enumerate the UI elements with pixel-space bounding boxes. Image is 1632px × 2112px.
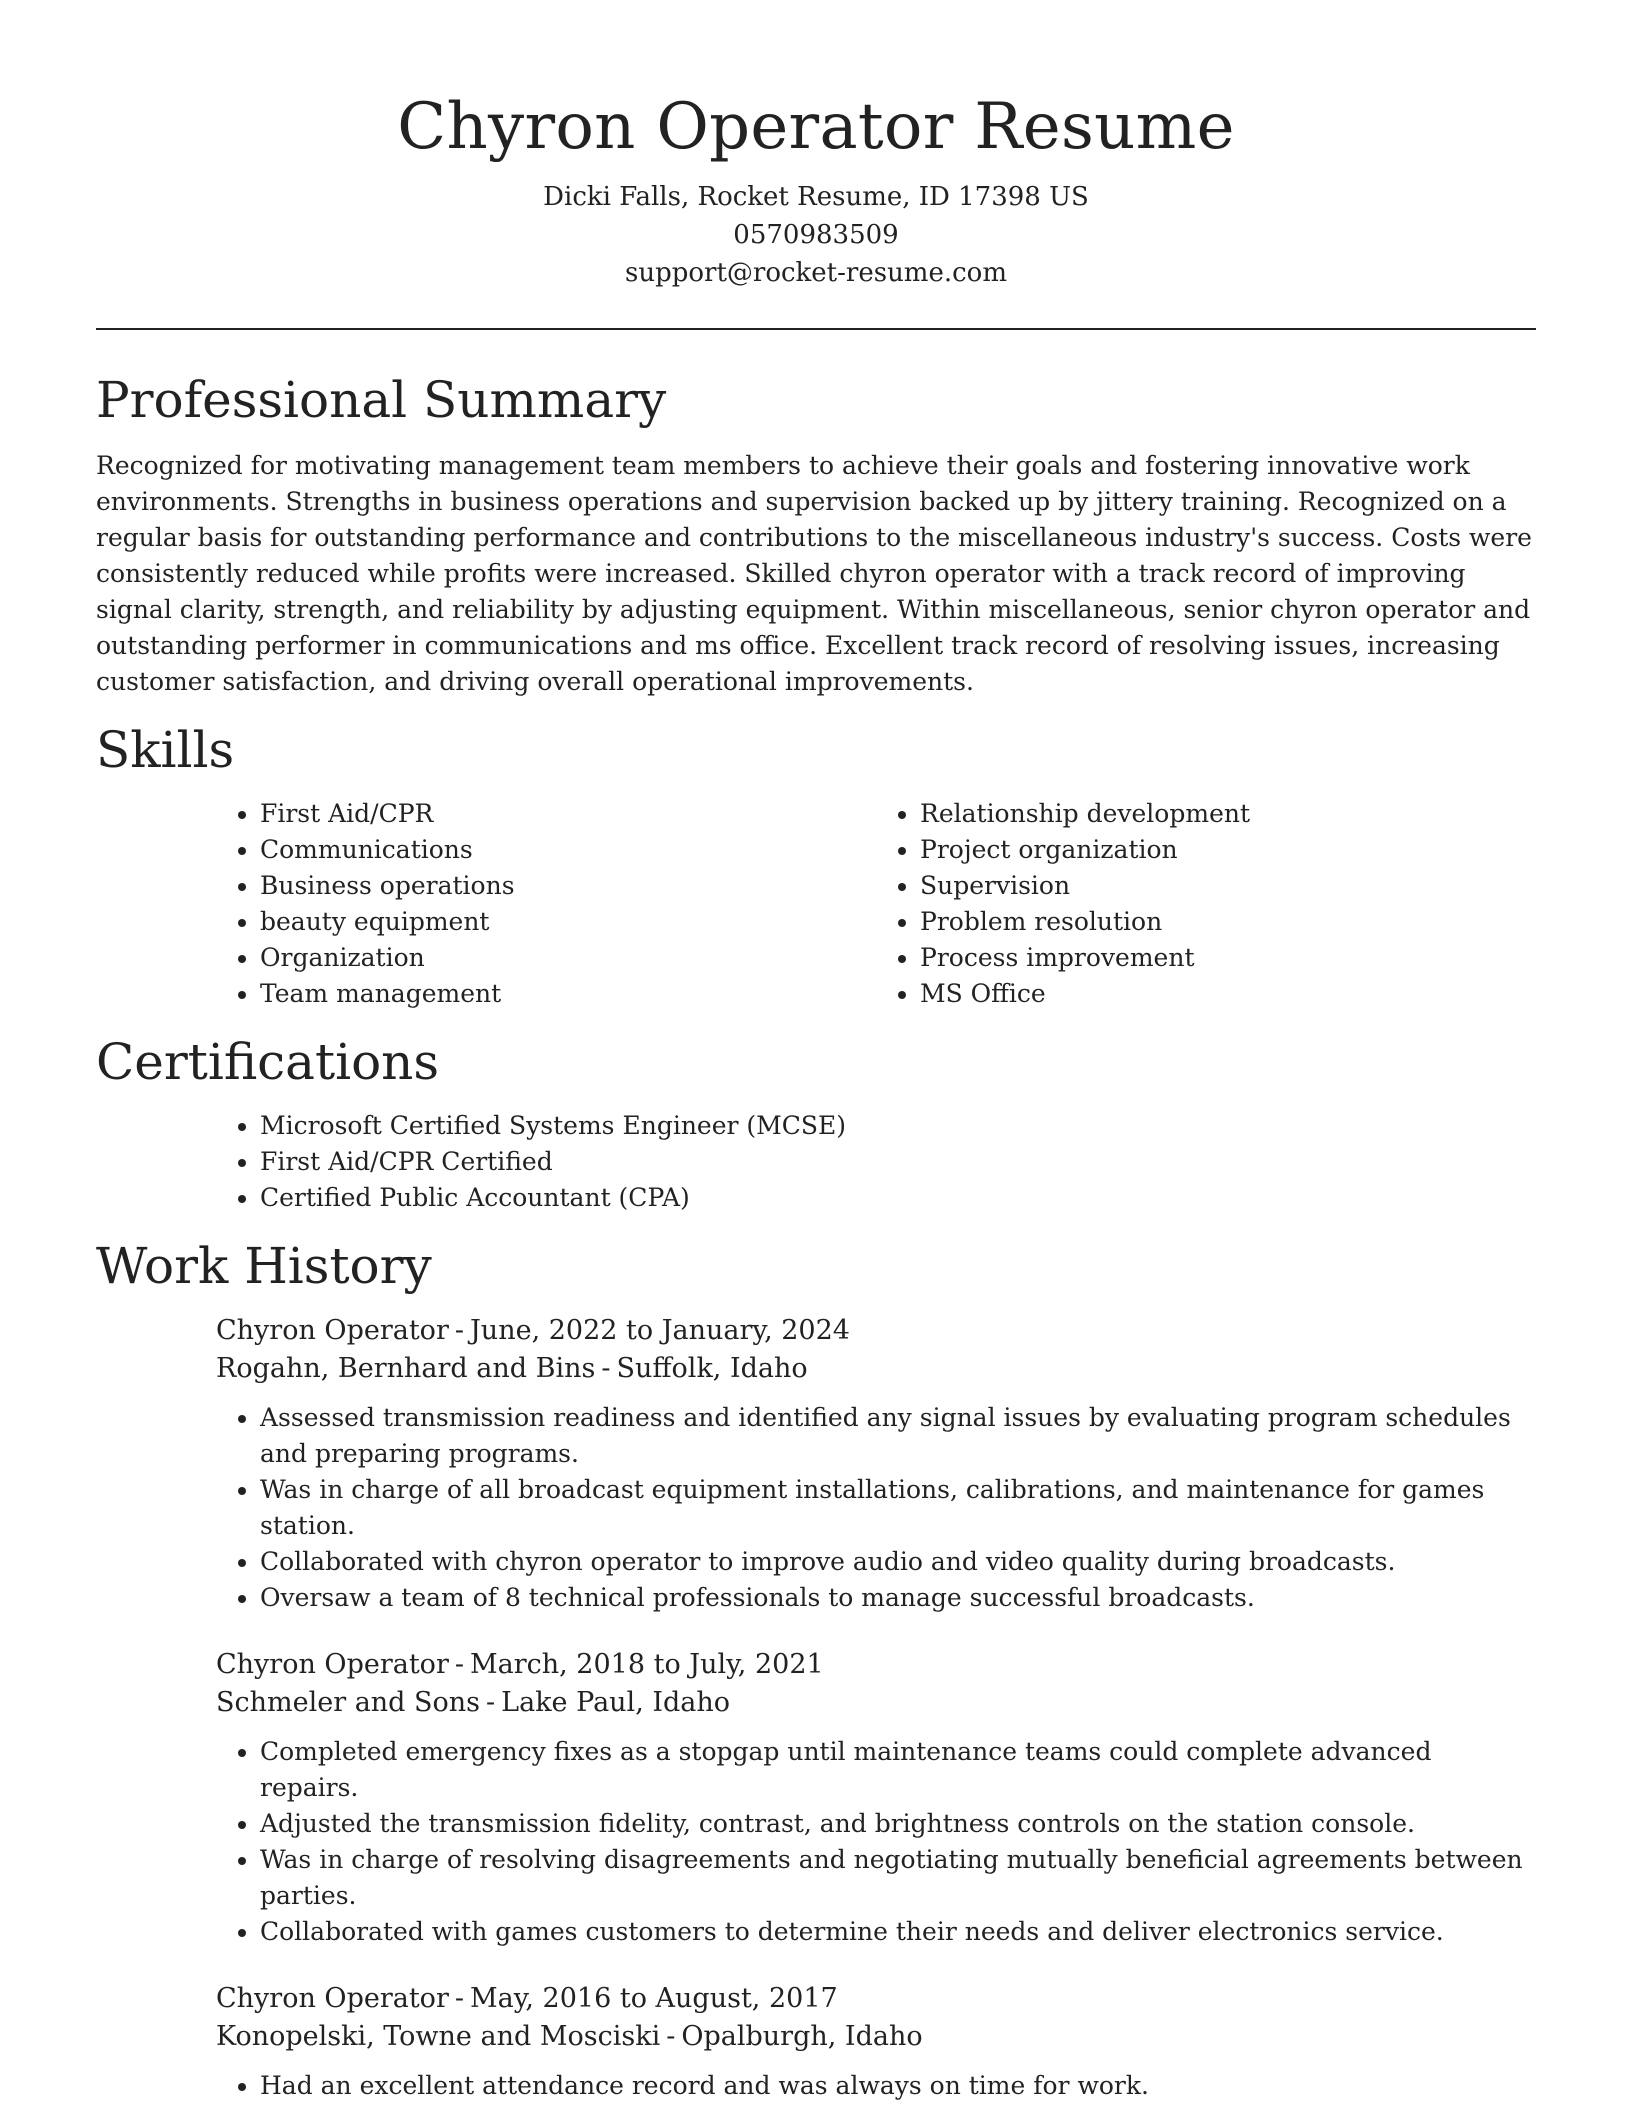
separator: - xyxy=(601,1353,611,1384)
job-title-line xyxy=(216,1980,1536,2018)
job-company: Rogahn, Bernhard and Bins xyxy=(216,1353,596,1384)
job-bullets xyxy=(216,2068,1536,2104)
skills-section xyxy=(96,718,1536,1012)
job-title-line xyxy=(216,1312,1536,1350)
list-item: • Communications xyxy=(260,832,876,868)
list-item: • Relationship development xyxy=(920,796,1536,832)
list-item: • Had an excellent attendance record and was always on time for work. xyxy=(260,2068,1536,2104)
list-item: • Oversaw a team of 8 technical professionals to manage successful broadcasts. xyxy=(260,1580,1536,1616)
skills-list-right xyxy=(876,796,1536,1012)
job-title: Chyron Operator xyxy=(216,1983,449,2014)
list-item: • MS Office xyxy=(920,976,1536,1012)
certifications-list xyxy=(216,1108,1536,1216)
certifications-section xyxy=(96,1030,1536,1216)
job-bullets xyxy=(216,1734,1536,1950)
job-location: Suffolk, Idaho xyxy=(616,1353,808,1384)
list-item: • First Aid/CPR xyxy=(260,796,876,832)
job-company: Konopelski, Towne and Mosciski xyxy=(216,2021,661,2052)
list-item: • Adjusted the transmission fidelity, contrast, and brightness controls on the station console. xyxy=(260,1806,1536,1842)
job-title: Chyron Operator xyxy=(216,1649,449,1680)
job-bullets xyxy=(216,1400,1536,1616)
summary-text: Recognized for motivating management team members to achieve their goals and fostering innovative work environments. Strengths in business operations and supervision backed up by jittery training. Recognized on a regular basis for outstanding performance and contributions to the miscellaneous industry's success. Costs were consistently reduced while profits were increased. Skilled chyron operator with a track record of improving signal clarity, strength, and reliability by adjusting equipment. Within miscellaneous, senior chyron operator and outstanding performer in communications and ms office. Excellent track record of resolving issues, increasing customer satisfaction, and driving overall operational improvements. xyxy=(96,451,1532,696)
job-location: Opalburgh, Idaho xyxy=(681,2021,923,2052)
job-company-line xyxy=(216,1350,1536,1388)
separator: - xyxy=(486,1687,496,1718)
list-item: • beauty equipment xyxy=(260,904,876,940)
list-item: • Team management xyxy=(260,976,876,1012)
job-entry xyxy=(216,1646,1536,1950)
separator: - xyxy=(454,1315,464,1346)
job-company-line xyxy=(216,1684,1536,1722)
list-item: • Process improvement xyxy=(920,940,1536,976)
contact-email: support@rocket-resume.com xyxy=(624,258,1007,288)
separator: - xyxy=(666,2021,676,2052)
header-divider xyxy=(96,328,1536,330)
contact-phone: 0570983509 xyxy=(733,220,899,250)
skills-grid xyxy=(216,796,1536,1012)
list-item: • Organization xyxy=(260,940,876,976)
summary-heading: Professional Summary xyxy=(96,371,667,429)
list-item: • Microsoft Certified Systems Engineer (MCSE) xyxy=(260,1108,1536,1144)
certifications-list-wrap xyxy=(216,1108,1536,1216)
list-item: • Project organization xyxy=(920,832,1536,868)
summary-section xyxy=(96,368,1536,700)
separator: - xyxy=(454,1649,464,1680)
job-dates: May, 2016 to August, 2017 xyxy=(469,1983,838,2014)
list-item: • First Aid/CPR Certified xyxy=(260,1144,1536,1180)
separator: - xyxy=(454,1983,464,2014)
job-title-line xyxy=(216,1646,1536,1684)
list-item: • Certified Public Accountant (CPA) xyxy=(260,1180,1536,1216)
job-dates: March, 2018 to July, 2021 xyxy=(469,1649,824,1680)
list-item: • Completed emergency fixes as a stopgap until maintenance teams could complete advanced repairs. xyxy=(260,1734,1536,1806)
job-entry xyxy=(216,1312,1536,1616)
list-item: • Collaborated with games customers to determine their needs and deliver electronics service. xyxy=(260,1914,1536,1950)
job-company: Schmeler and Sons xyxy=(216,1687,481,1718)
skills-heading: Skills xyxy=(96,721,235,779)
work-history-heading: Work History xyxy=(96,1237,432,1295)
list-item: • Problem resolution xyxy=(920,904,1536,940)
list-item: • Was in charge of resolving disagreements and negotiating mutually beneficial agreements between parties. xyxy=(260,1842,1536,1914)
list-item: • Supervision xyxy=(920,868,1536,904)
skills-list-left xyxy=(216,796,876,1012)
resume-header xyxy=(96,0,1536,292)
job-dates: June, 2022 to January, 2024 xyxy=(469,1315,850,1346)
certifications-heading: Certifications xyxy=(96,1033,440,1091)
job-title: Chyron Operator xyxy=(216,1315,449,1346)
resume-page xyxy=(96,0,1536,2104)
list-item: • Assessed transmission readiness and identified any signal issues by evaluating program schedules and preparing programs. xyxy=(260,1400,1536,1472)
job-company-line xyxy=(216,2018,1536,2056)
list-item: • Was in charge of all broadcast equipment installations, calibrations, and maintenance for games station. xyxy=(260,1472,1536,1544)
work-history-section xyxy=(96,1234,1536,2104)
page-title: Chyron Operator Resume xyxy=(397,90,1235,164)
list-item: • Business operations xyxy=(260,868,876,904)
job-entry xyxy=(216,1980,1536,2104)
job-location: Lake Paul, Idaho xyxy=(501,1687,731,1718)
list-item: • Collaborated with chyron operator to improve audio and video quality during broadcasts. xyxy=(260,1544,1536,1580)
contact-address: Dicki Falls, Rocket Resume, ID 17398 US xyxy=(543,182,1089,212)
contact-block xyxy=(96,178,1536,292)
